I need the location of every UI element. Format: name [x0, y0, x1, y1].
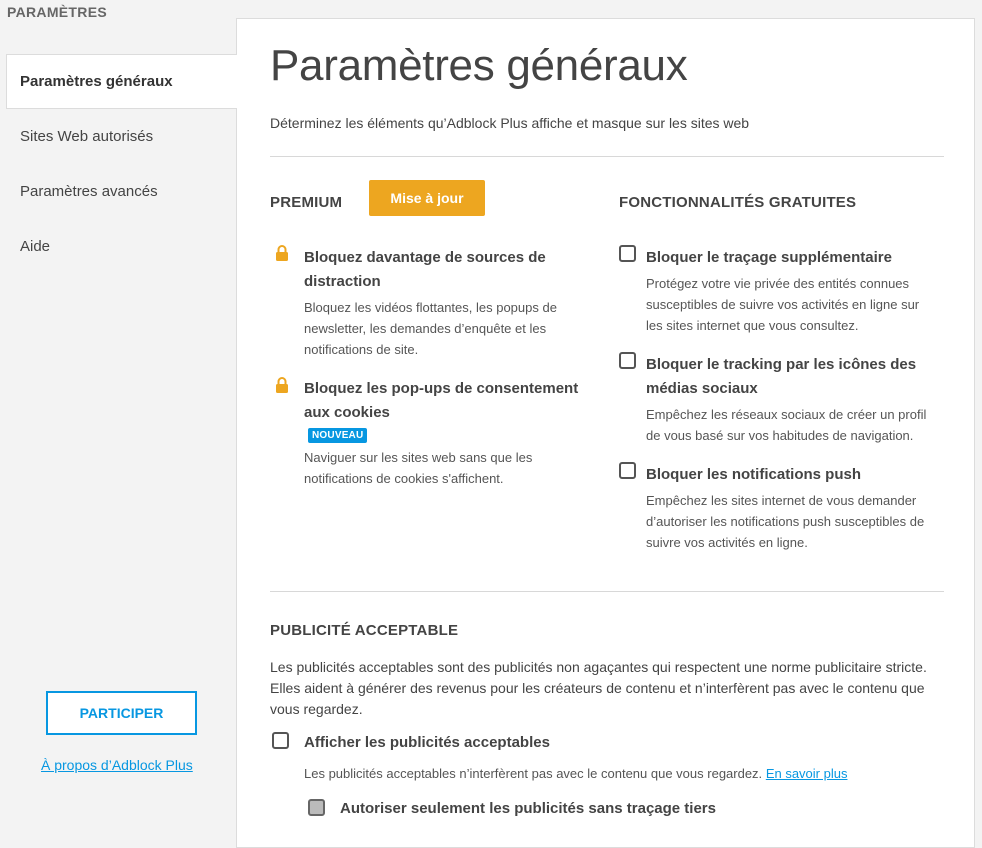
free-features-heading: FONCTIONNALITÉS GRATUITES [619, 194, 857, 211]
feature-title: Bloquez davantage de sources de distraction [304, 249, 546, 290]
divider [270, 156, 944, 157]
new-badge: NOUVEAU [308, 428, 367, 443]
premium-feature-cookies [304, 377, 586, 489]
feature-title: Bloquer le tracking par les icônes des médias sociaux [646, 356, 917, 397]
push-notifications-checkbox[interactable] [619, 462, 636, 479]
free-feature-tracking [646, 246, 936, 336]
feature-title: Bloquer les notifications push [646, 466, 862, 483]
sidebar-nav [0, 54, 237, 274]
page-title: Paramètres généraux [270, 41, 688, 90]
divider [270, 591, 944, 592]
free-feature-social [646, 353, 936, 446]
sidebar-item-help[interactable]: Aide [20, 238, 51, 255]
acceptable-ads-description: Les publicités acceptables sont des publicités non agaçantes qui respectent une norme publicitaire stricte. Elles aident à générer des revenus pour les créateurs de contenu et n’interfèrent pas avec le contenu que vous regardez. [270, 659, 927, 717]
feature-description: Protégez votre vie privée des entités connues susceptibles de suivre vos activités en ligne sur les sites internet que vous consultez. [646, 276, 920, 333]
update-button[interactable]: Mise à jour [369, 180, 485, 216]
feature-title: Bloquer le traçage supplémentaire [646, 249, 892, 266]
free-feature-push [646, 463, 936, 553]
premium-feature-distractions [304, 246, 584, 360]
feature-description: Bloquez les vidéos flottantes, les popups de newsletter, les demandes d’enquête et les notifications de site. [304, 300, 557, 357]
page-description: Déterminez les éléments qu’Adblock Plus affiche et masque sur les sites web [270, 115, 750, 131]
sidebar-item-advanced[interactable]: Paramètres avancés [20, 183, 158, 200]
feature-description: Empêchez les réseaux sociaux de créer un profil de vous basé sur vos habitudes de navigation. [646, 407, 927, 443]
lock-icon [275, 244, 289, 262]
feature-description: Naviguer sur les sites web sans que les notifications de cookies s'affichent. [304, 450, 533, 486]
sidebar [0, 0, 237, 834]
learn-more-link[interactable]: En savoir plus [765, 766, 848, 781]
about-link[interactable]: À propos d’Adblock Plus [41, 757, 193, 773]
premium-heading: PREMIUM [270, 194, 343, 211]
no-third-party-tracking-checkbox[interactable] [308, 799, 325, 816]
acceptable-ads-heading: PUBLICITÉ ACCEPTABLE [270, 622, 459, 639]
feature-description: Empêchez les sites internet de vous demander d’autoriser les notifications push susceptibles de suivre vos activités en ligne. [646, 493, 925, 550]
participate-button[interactable]: PARTICIPER [46, 691, 197, 735]
main-panel [236, 18, 975, 848]
sidebar-heading: PARAMÈTRES [7, 4, 107, 20]
lock-icon [275, 376, 289, 394]
acceptable-ads-checkbox[interactable] [272, 732, 289, 749]
sidebar-item-allowlisted[interactable]: Sites Web autorisés [20, 128, 154, 145]
no-third-party-tracking-label: Autoriser seulement les publicités sans traçage tiers [340, 800, 716, 817]
sidebar-item-general[interactable]: Paramètres généraux [6, 54, 237, 109]
tracking-checkbox[interactable] [619, 245, 636, 262]
acceptable-ads-label: Afficher les publicités acceptables [304, 734, 550, 751]
acceptable-ads-subtext [304, 766, 847, 781]
feature-title: Bloquez les pop-ups de consentement aux cookies [304, 380, 579, 421]
acceptable-ads-subtext-text: Les publicités acceptables n’interfèrent pas avec le contenu que vous regardez. [304, 766, 763, 781]
social-tracking-checkbox[interactable] [619, 352, 636, 369]
